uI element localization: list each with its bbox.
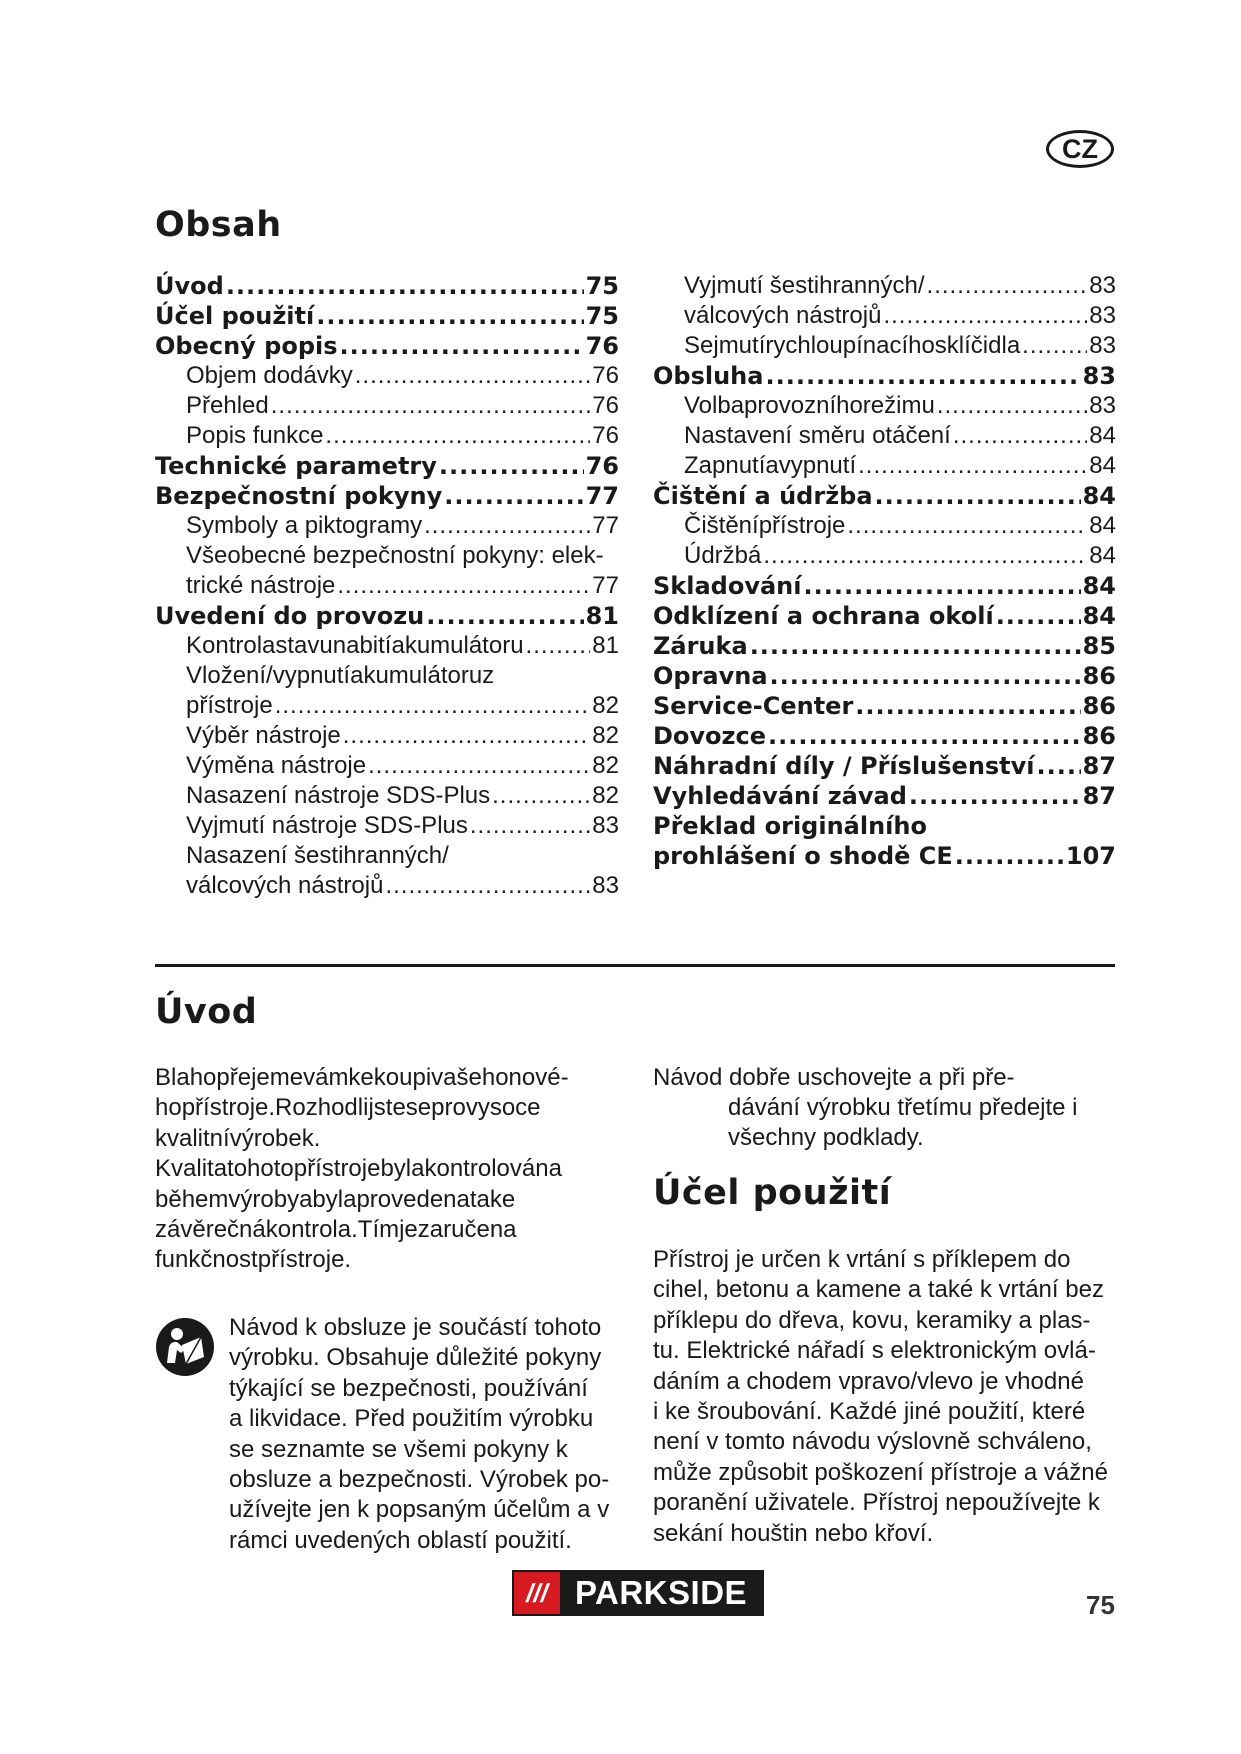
- logo-slashes: ///: [514, 1572, 560, 1614]
- toc-entry: [653, 601, 1116, 631]
- toc-entry: [653, 331, 1116, 361]
- toc-entry-page: 82: [592, 752, 619, 779]
- toc-leader-dots: [768, 721, 1081, 751]
- logo-text: PARKSIDE: [574, 1574, 748, 1611]
- toc-entry-title: Bezpečnostní pokyny: [155, 482, 443, 510]
- toc-entry-page: 81: [585, 602, 619, 630]
- toc-leader-dots: [763, 541, 1087, 571]
- section-divider: [155, 964, 1115, 967]
- toc-entry: [155, 361, 619, 391]
- toc-leader-dots: [340, 331, 584, 361]
- toc-entry-title: Překlad originálního: [653, 812, 927, 840]
- manual-notice-paragraph: Návod k obsluze je součástí tohoto výrobku. Obsahuje důležité pokyny týkající se bezpečnosti, používání a likvidace. Před použitím výrobku se seznamte se všemi pokyny k obsluze a bezpečnosti. Výrobek po- užívejte jen k popsaným účelům a v rámci uvedených oblastí použití.: [229, 1314, 610, 1554]
- toc-entry-page: 107: [1065, 842, 1116, 870]
- toc-entry-title: Čištěnípřístroje: [684, 512, 846, 539]
- toc-entry-title: Odklízení a ochrana okolí: [653, 602, 994, 630]
- toc-entry: [155, 451, 619, 481]
- toc-entry-page: 84: [1089, 512, 1116, 539]
- toc-entry-page: 75: [585, 272, 619, 300]
- toc-entry: [155, 481, 619, 511]
- toc-entry: [653, 721, 1116, 751]
- toc-entry-page: 83: [1089, 272, 1116, 299]
- toc-entry: [653, 451, 1116, 481]
- toc-entry-title: Obsluha: [653, 362, 764, 390]
- toc-entry-page: 87: [1082, 782, 1116, 810]
- toc-entry: [155, 781, 619, 811]
- toc-entry: [653, 781, 1116, 811]
- toc-entry: [653, 271, 1116, 301]
- toc-entry-page: 76: [592, 422, 619, 449]
- toc-entry: [155, 421, 619, 451]
- toc-entry-title: Výměna nástroje: [186, 752, 367, 779]
- toc-entry-page: 84: [1082, 572, 1116, 600]
- toc-leader-dots: [470, 811, 590, 841]
- toc-entry-page: 83: [1082, 362, 1116, 390]
- read-manual-icon: [155, 1317, 215, 1377]
- keep-manual-first-line: Návod dobře uschovejte a při pře-: [653, 1064, 1015, 1091]
- toc-entry: [155, 271, 619, 301]
- toc-entry-title: Náhradní díly / Příslušenství: [653, 752, 1035, 780]
- toc-entry-page: 75: [585, 302, 619, 330]
- toc-entry-title: Popis funkce: [186, 422, 324, 449]
- toc-entry-page: 76: [592, 362, 619, 389]
- toc-entry-title: Účel použití: [155, 302, 315, 330]
- toc-leader-dots: [855, 691, 1080, 721]
- toc-entry-page: 77: [592, 572, 619, 599]
- toc-leader-dots: [385, 871, 590, 901]
- toc-leader-dots: [847, 511, 1087, 541]
- toc-entry-page: 83: [1089, 302, 1116, 329]
- toc-entry-title: Nasazení šestihranných/: [186, 842, 449, 869]
- toc-leader-dots: [271, 391, 591, 421]
- toc-entry-page: 82: [592, 692, 619, 719]
- toc-entry-page: 83: [592, 812, 619, 839]
- toc-leader-dots: [1022, 331, 1087, 361]
- toc-leader-dots: [492, 781, 590, 811]
- toc-entry-title: Kontrolastavunabitíakumulátoru: [186, 632, 524, 659]
- toc-entry: [653, 481, 1116, 511]
- toc-entry-title: Vložení/vypnutíakumulátoruz: [186, 662, 495, 689]
- toc-entry: [155, 691, 619, 721]
- toc-entry-title: Service-Center: [653, 692, 854, 720]
- toc-leader-dots: [226, 271, 584, 301]
- toc-entry-title: Symboly a piktogramy: [186, 512, 423, 539]
- toc-entry: [155, 631, 619, 661]
- toc-leader-dots: [426, 601, 583, 631]
- toc-entry: [653, 811, 1116, 841]
- toc-entry-title: válcových nástrojů: [684, 302, 882, 329]
- toc-leader-dots: [858, 451, 1087, 481]
- toc-entry-title: trické nástroje: [186, 572, 336, 599]
- toc-entry: [155, 751, 619, 781]
- toc-entry-page: 83: [592, 872, 619, 899]
- toc-entry-page: 83: [1089, 392, 1116, 419]
- toc-entry: [653, 691, 1116, 721]
- toc-entry-page: 77: [585, 482, 619, 510]
- toc-entry: [653, 571, 1116, 601]
- toc-entry: [155, 511, 619, 541]
- toc-entry-page: 83: [1089, 332, 1116, 359]
- toc-entry-title: Technické parametry: [155, 452, 437, 480]
- toc-entry-title: Úvod: [155, 272, 224, 300]
- toc-entry-title: válcových nástrojů: [186, 872, 384, 899]
- toc-entry: [155, 811, 619, 841]
- toc-entry: [653, 541, 1116, 571]
- toc-entry: [653, 751, 1116, 781]
- toc-entry-page: 84: [1089, 542, 1116, 569]
- toc-entry: [155, 871, 619, 901]
- toc-leader-dots: [1037, 751, 1081, 781]
- toc-entry: [653, 631, 1116, 661]
- toc-entry: [653, 301, 1116, 331]
- toc-entry-page: 76: [592, 392, 619, 419]
- toc-entry: [155, 301, 619, 331]
- toc-leader-dots: [439, 451, 584, 481]
- toc-entry-title: Obecný popis: [155, 332, 338, 360]
- toc-left-column: [155, 271, 619, 901]
- toc-entry-title: Čištění a údržba: [653, 482, 873, 510]
- toc-entry: [155, 571, 619, 601]
- toc-entry-page: 76: [585, 452, 619, 480]
- toc-entry: [155, 841, 619, 871]
- toc-entry-title: Uvedení do provozu: [155, 602, 425, 630]
- toc-entry: [155, 721, 619, 751]
- toc-leader-dots: [444, 481, 583, 511]
- usage-heading: Účel použití: [653, 1173, 892, 1213]
- toc-entry-title: prohlášení o shodě CE: [653, 842, 953, 870]
- toc-entry-title: Přehled: [186, 392, 269, 419]
- toc-entry-title: přístroje: [186, 692, 273, 719]
- toc-leader-dots: [750, 631, 1081, 661]
- toc-leader-dots: [996, 601, 1081, 631]
- intro-paragraph: Blahopřejemevámkekoupivašehonové- hopřístroje.Rozhodlijsteseprovysoce kvalitnívýrobek. Kvalitatohotopřístrojebylakontrolována běhemvýrobyabylaprovedenatake závěrečnákontrola.Tímjezaručena funkčnostpřístroje.: [155, 1064, 569, 1274]
- toc-leader-dots: [883, 301, 1087, 331]
- keep-manual-rest: dávání výrobku třetímu předejte i všechny podklady.: [728, 1094, 1078, 1152]
- toc-entry-title: Skladování: [653, 572, 802, 600]
- toc-entry-title: Opravna: [653, 662, 768, 690]
- toc-leader-dots: [804, 571, 1081, 601]
- parkside-logo: [512, 1570, 764, 1616]
- toc-entry: [155, 661, 619, 691]
- toc-entry-title: Výběr nástroje: [186, 722, 341, 749]
- toc-entry-page: 86: [1082, 722, 1116, 750]
- toc-entry: [653, 361, 1116, 391]
- toc-entry-title: Vyjmutí nástroje SDS-Plus: [186, 812, 468, 839]
- toc-entry: [155, 331, 619, 361]
- toc-entry-page: 84: [1082, 602, 1116, 630]
- toc-entry-title: Vyjmutí šestihranných/: [684, 272, 925, 299]
- toc-entry: [653, 511, 1116, 541]
- usage-paragraph: Přístroj je určen k vrtání s příklepem do cihel, betonu a kamene a také k vrtání bez příklepu do dřeva, kovu, keramiky a plas- tu. Elektrické nářadí s elektronickým ovlá- dáním a chodem vpravo/vlevo je vhodné i ke šroubování. Každé jiné použití, které není v tomto návodu výslovně schváleno, může způsobit poškození přístroje a vážné poranění uživatele. Přístroj nepoužívejte k sekání houštin nebo křoví.: [653, 1246, 1108, 1547]
- toc-entry-title: Vyhledávání závad: [653, 782, 907, 810]
- toc-entry-title: Všeobecné bezpečnostní pokyny: elek-: [186, 542, 604, 569]
- toc-entry-page: 86: [1082, 692, 1116, 720]
- toc-entry-title: Nastavení směru otáčení: [684, 422, 951, 449]
- toc-entry-title: Sejmutírychloupínacíhosklíčidla: [684, 332, 1021, 359]
- toc-entry-title: Dovozce: [653, 722, 767, 750]
- language-badge: CZ: [1046, 130, 1114, 168]
- toc-leader-dots: [770, 661, 1081, 691]
- toc-entry: [653, 391, 1116, 421]
- toc-leader-dots: [424, 511, 590, 541]
- toc-entry: [653, 421, 1116, 451]
- toc-entry: [155, 541, 619, 571]
- toc-leader-dots: [937, 391, 1087, 421]
- toc-leader-dots: [955, 841, 1064, 871]
- page-number: 75: [1086, 1590, 1115, 1620]
- toc-entry-page: 81: [592, 632, 619, 659]
- toc-entry-title: Nasazení nástroje SDS-Plus: [186, 782, 491, 809]
- toc-entry-page: 85: [1082, 632, 1116, 660]
- toc-entry-page: 84: [1089, 422, 1116, 449]
- toc-leader-dots: [275, 691, 591, 721]
- toc-entry-title: Záruka: [653, 632, 748, 660]
- toc-entry-page: 84: [1082, 482, 1116, 510]
- toc-leader-dots: [927, 271, 1088, 301]
- toc-entry-page: 84: [1089, 452, 1116, 479]
- toc-right-column: [653, 271, 1116, 871]
- toc-entry-page: 82: [592, 782, 619, 809]
- toc-leader-dots: [325, 421, 590, 451]
- toc-leader-dots: [526, 631, 591, 661]
- toc-leader-dots: [343, 721, 591, 751]
- toc-entry: [155, 601, 619, 631]
- toc-leader-dots: [875, 481, 1081, 511]
- toc-leader-dots: [337, 571, 590, 601]
- toc-leader-dots: [909, 781, 1081, 811]
- toc-entry: [653, 841, 1116, 871]
- toc-leader-dots: [765, 361, 1080, 391]
- toc-entry-page: 86: [1082, 662, 1116, 690]
- toc-entry-page: 87: [1082, 752, 1116, 780]
- toc-entry-page: 76: [585, 332, 619, 360]
- toc-leader-dots: [953, 421, 1087, 451]
- toc-leader-dots: [355, 361, 591, 391]
- toc-entry-page: 77: [592, 512, 619, 539]
- toc-leader-dots: [368, 751, 590, 781]
- intro-heading: Úvod: [155, 992, 258, 1032]
- toc-entry: [653, 661, 1116, 691]
- toc-entry-title: Volbaprovozníhorežimu: [684, 392, 935, 419]
- toc-leader-dots: [316, 301, 583, 331]
- toc-title: Obsah: [155, 205, 282, 245]
- toc-entry-title: Údržbá: [684, 542, 762, 569]
- toc-entry: [155, 391, 619, 421]
- toc-entry-title: Zapnutíavypnutí: [684, 452, 857, 479]
- toc-entry-page: 82: [592, 722, 619, 749]
- toc-entry-title: Objem dodávky: [186, 362, 353, 389]
